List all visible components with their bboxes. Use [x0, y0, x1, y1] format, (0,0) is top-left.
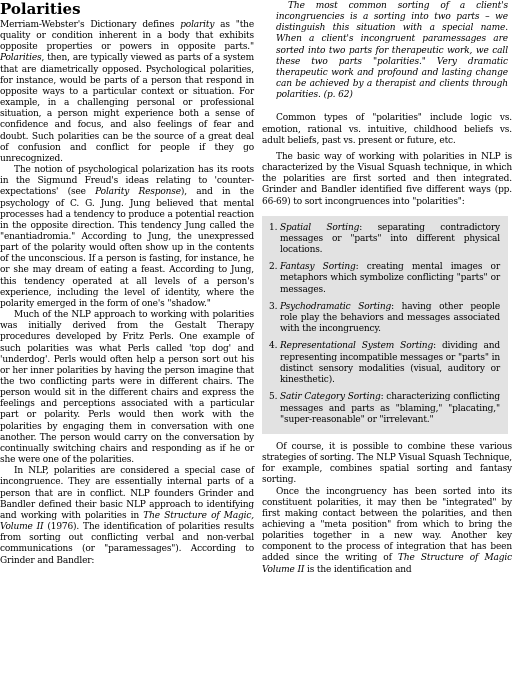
list-description: : dividing and representing incompatible messages or "parts" in distinct sensory modalities (visual, auditory or kinesthetic).	[280, 341, 500, 386]
list-term: Psychodramatic Sorting	[280, 301, 392, 312]
paragraph-combine-strategies: Of course, it is possible to combine these various strategies of sorting. The NLP Visual Squash Technique, for example, combines spatial sorting and fantasy sorting.	[262, 441, 512, 486]
list-term: Fantasy Sorting	[280, 262, 356, 273]
text-run: In NLP, polarities are considered a special case of incongruence. They are essentially internal parts of a person that are in conflict. NLP founders Grinder and Bandler defined their basic NLP approach to identifying and working with polarities in	[0, 466, 254, 521]
text-run: , then, are typically viewed as parts of a system that are diametrically opposed. Psychological polarities, for instance, would be parts of a person that respond in opposite ways to a particular context or situation. For example, in a challenging personal or professional situation, a person might experience both a sense of confidence and focus, and also feelings of fear and doubt. Such polarities can be the source of a great deal of confusion and conflict for people if they go unrecognized.	[0, 53, 254, 164]
text-run: is the identification and	[304, 564, 412, 575]
right-column	[262, 0, 512, 576]
list-term: Representational System Sorting	[280, 341, 434, 352]
book-title: The Structure of Magic Volume II	[262, 553, 512, 575]
list-item	[280, 341, 500, 386]
text-run: (1976). The identification of polarities results from sorting out conflicting verbal and non-verbal communications (or "paramessages"). According to Grinder and Bandler:	[0, 522, 255, 566]
list-item	[280, 262, 500, 296]
quote-emphasis: polarities	[276, 90, 319, 101]
list-description: : having other people role play the behaviors and messages associated with the incongruency.	[280, 301, 500, 335]
cross-reference-polarity-response: Polarity Response	[95, 187, 181, 198]
list-description: : characterizing conflicting messages and parts as "blaming," "placating," "super-reasonable" or "irrelevant."	[280, 392, 500, 425]
paragraph-gestalt: Much of the NLP approach to working with polarities was initially derived from the Gestalt Therapy procedures developed by Fritz Perls. One example of such polarities was what Perls called 'top dog' and 'underdog'. Perls would often help a person sort out his or her inner polarities by having the person imagine that the two conflicting parts were in different chairs. The person would sit in the different chairs and express the feelings and perceptions associated with a particular part or polarity. Perls would then work with the polarities by engaging them in conversation with one another. The person would carry on the conversation by continually switching chairs and responding as if he or she were one of the polarities.	[0, 310, 254, 466]
list-item	[280, 302, 500, 336]
page-title: Polarities	[0, 0, 81, 18]
paragraph-nlp-polarities	[0, 466, 254, 566]
list-term: Satir Category Sorting	[280, 392, 381, 403]
paragraph-common-types: Common types of "polarities" include logic vs. emotion, rational vs. intuitive, childhood beliefs vs. adult beliefs, past vs. present or future, etc.	[262, 113, 512, 146]
term-polarity: polarity	[180, 20, 215, 30]
paragraph-integration	[262, 487, 512, 576]
list-item	[280, 223, 500, 257]
paragraph-visual-squash: The basic way of working with polarities in NLP is characterized by the Visual Squash technique, in which the polarities are first sorted and then integrated. Grinder and Bandler identified five different ways (pp. 66-69) to sort incongruences into "polarities":	[262, 151, 512, 207]
text-run: The notion of psychological polarization has its roots in the Sigmund Freud's ideas relating to 'counter-expectations' (see	[0, 165, 254, 198]
paragraph-freud-jung	[0, 165, 254, 310]
text-run: Once the incongruency has been sorted into its constituent polarities, it may then be "integrated" by first making contact between the polarities, and then achieving a "meta position" from which to bring the polarities together in a new way. Another key component to the process of integration that has been added since the writing of	[262, 486, 512, 564]
list-description: : creating mental images or metaphors which symbolize conflicting "parts" or messages.	[280, 262, 500, 295]
block-quote	[276, 1, 508, 101]
paragraph-definition	[0, 20, 254, 165]
left-column	[0, 0, 254, 567]
list-description: : separating contradictory messages or "parts" into different physical locations.	[280, 222, 500, 256]
sorting-methods-list	[268, 223, 500, 426]
quote-citation: . (p. 62)	[318, 90, 353, 101]
sorting-methods-box	[262, 216, 508, 434]
text-run: as "the quality or condition inherent in a body that exhibits opposite properties or powers in opposite parts."	[0, 20, 255, 53]
quote-text: The most common sorting of a client's incongruencies is a sorting into two parts – we distinguish this situation with a special name. When a client's incongruent paramessages are sorted into two parts for therapeutic work, we call these two parts "polarities." Very dramatic therapeutic work and profound and lasting change can be achieved by a therapist and clients through	[276, 1, 508, 90]
list-term: Spatial Sorting	[280, 222, 360, 233]
list-item	[280, 392, 500, 426]
book-title: The Structure of Magic, Volume II	[0, 510, 255, 533]
text-run: Merriam-Webster's Dictionary defines	[0, 20, 181, 30]
term-polarities: Polarities	[0, 53, 42, 64]
text-run: ), and in the psychology of C. G. Jung. Jung believed that mental processes had a tendency to produce a potential reaction in the opposite direction. This tendency Jung called the "enantiadromia." According to Jung, the unexpressed part of the polarity would often show up in the contents of the unconscious. If a person is fasting, for instance, he or she may dream of eating a feast. According to Jung, this tendency operated at all levels of a person's experience, including the level of identity, where the polarity emerged in the form of one's "shadow."	[0, 187, 254, 309]
